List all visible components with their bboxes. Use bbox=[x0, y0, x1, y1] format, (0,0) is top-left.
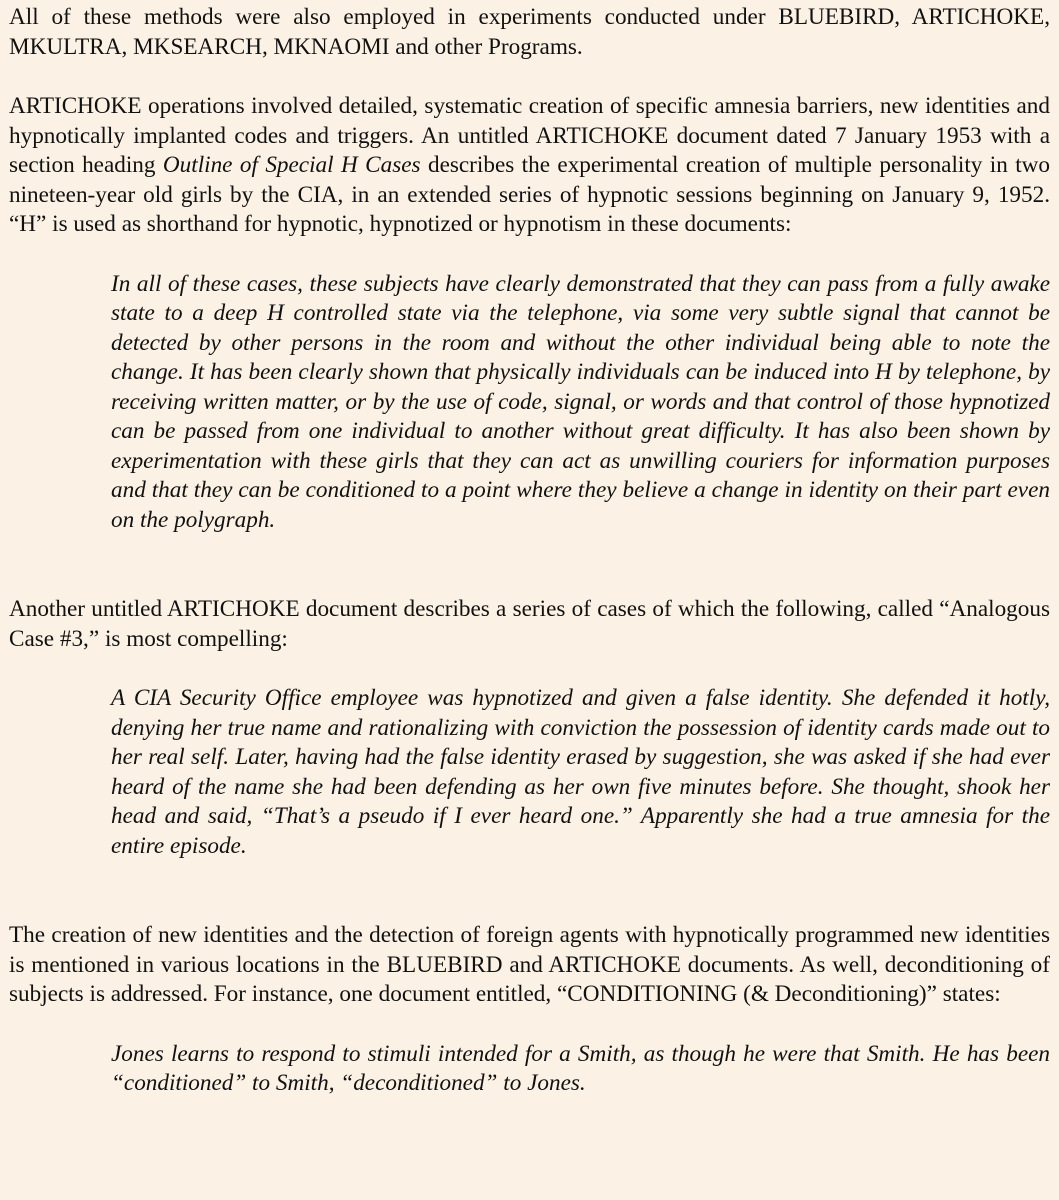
paragraph-analogous-case: Another untitled ARTICHOKE document describes a series of cases of which the following, called “Analogous Case #3,” is most compelling: bbox=[9, 596, 1050, 652]
paragraph-artichoke-operations bbox=[9, 92, 1050, 240]
paragraph-artichoke-text-end: describes the experimental creation of multiple personality in two nineteen-year old girls by the CIA, in an extended series of hypnotic sessions beginning on January 9, 1952. “H” is used as shorthand for hypnotic, hypnotized or hypnotism in these documents: bbox=[9, 152, 1051, 237]
paragraph-new-identities: The creation of new identities and the detection of foreign agents with hypnotically programmed new identities is mentioned in various locations in the BLUEBIRD and ARTICHOKE documents. As well, deconditioning of subjects is addressed. For instance, one document entitled, “CONDITIONING (& Deconditioning)” states: bbox=[9, 922, 1050, 1007]
block-quote-special-h-cases: In all of these cases, these subjects have clearly demonstrated that they can pass from a fully awake state to a deep H controlled state via the telephone, via some very subtle signal that cannot be detected by other persons in the room and without the other individual being able to note the change. It has been clearly shown that physically individuals can be induced into H by telephone, by receiving written matter, or by the use of code, signal, or words and that control of those hypnotized can be passed from one individual to another without great difficulty. It has also been shown by experimentation with these girls that they can act as unwilling couriers for information purposes and that they can be conditioned to a point where they believe a change in identity on their part even on the polygraph. bbox=[111, 270, 1050, 533]
block-quote-analogous-case-3: A CIA Security Office employee was hypnotized and given a false identity. She defended it hotly, denying her true name and rationalizing with conviction the possession of identity cards made out to her real self. Later, having had the false identity erased by suggestion, she was asked if she had ever heard of the name she had been defending as her own five minutes before. She thought, shook her head and said, “That’s a pseudo if I ever heard one.” Apparently she had a true amnesia for the entire episode. bbox=[111, 685, 1050, 859]
paragraph-artichoke-text-start: ARTICHOKE operations involved detailed, systematic creation of specific amnesia barriers, new identities and hypnotically implanted codes and triggers. An untitled ARTICHOKE document dated 7 January 1953 with a section heading bbox=[9, 93, 1050, 178]
section-heading-title: Outline of Special H Cases bbox=[162, 152, 421, 178]
block-quote-conditioning: Jones learns to respond to stimuli intended for a Smith, as though he were that Smith. He has been “conditioned” to Smith, “deconditioned” to Jones. bbox=[111, 1040, 1050, 1096]
paragraph-programs: All of these methods were also employed in experiments conducted under BLUEBIRD, ARTICHOKE, MKULTRA, MKSEARCH, MKNAOMI and other Programs. bbox=[9, 4, 1050, 60]
